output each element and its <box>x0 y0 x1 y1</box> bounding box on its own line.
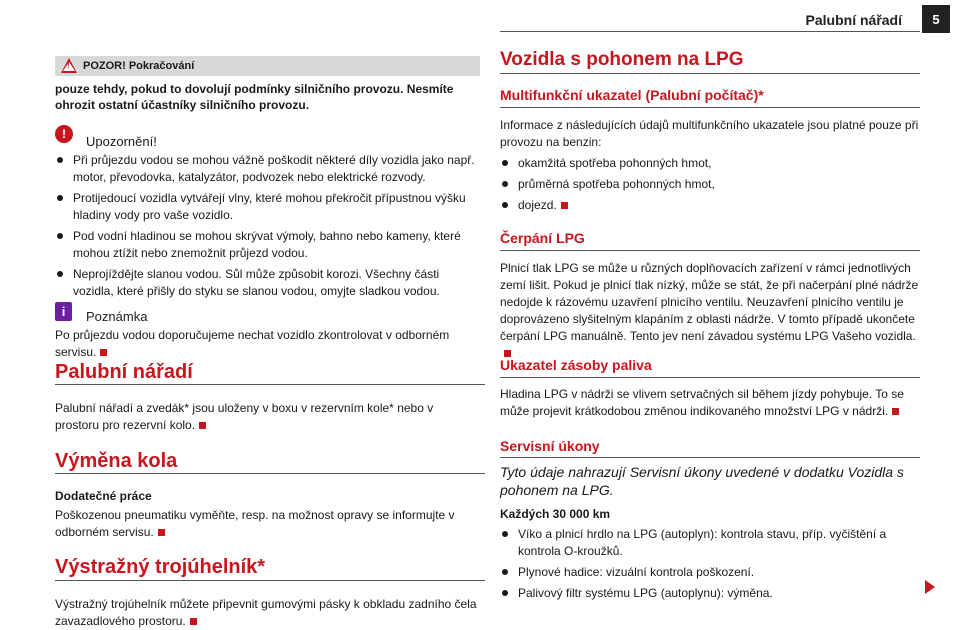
end-mark <box>190 618 197 625</box>
page-number: 5 <box>922 5 950 33</box>
end-mark <box>100 349 107 356</box>
warning-title: POZOR! Pokračování <box>83 60 195 72</box>
multifunction-intro: Informace z následujících údajů multifunkčního ukazatele jsou platné pouze při provozu na benzin: <box>500 118 919 149</box>
caution-title: Upozornění! <box>86 134 157 149</box>
section-rule <box>55 384 485 385</box>
section-heading-lpg: Vozidla s pohonem na LPG <box>500 49 744 70</box>
multifunction-list <box>500 155 920 218</box>
section-text-triangle <box>55 596 480 630</box>
section-text-wheel <box>55 507 480 541</box>
next-page-arrow-icon <box>925 580 935 594</box>
subheading-service: Servisní úkony <box>500 438 600 454</box>
caution-list <box>55 152 480 304</box>
refuel-text-content: Plnicí tlak LPG se může u různých doplňovacích zařízení v rámci jednotlivých zemí lišit. Pokud je plnicí tlak nízký, může se stát, že při načerpání plné nádrže nedojde k rázovému uzavření plnicího ventilu. Neuzavření plnicího ventilu je doprovázeno slyšitelným klapáním z oblasti nádrže. V tomto případě ukončete čerpání LPG manuálně. Tento jev není závadou systému LPG Vašeho vozidla. <box>500 261 919 343</box>
warning-triangle-mark: ! <box>67 61 70 70</box>
warning-text: pouze tehdy, pokud to dovolují podmínky silničního provozu. Nesmíte ohrozit ostatní účastníky silničního provozu. <box>55 82 454 112</box>
list-item: okamžitá spotřeba pohonných hmot, <box>500 155 920 172</box>
section-rule <box>500 377 920 378</box>
list-item: Neprojíždějte slanou vodou. Sůl může způsobit korozi. Všechny části vozidla, které přišly do styku se slanou vodou, omyjte sladkou vodou. <box>55 266 480 300</box>
note-title: Poznámka <box>86 309 148 324</box>
service-italic-note: Tyto údaje nahrazují Servisní úkony uvedené v dodatku Vozidla s pohonem na LPG. <box>500 464 904 498</box>
list-item: Pod vodní hladinou se mohou skrývat výmoly, bahno nebo kameny, které mohou ztížit nebo znemožnit průjezd vodou. <box>55 228 480 262</box>
end-mark <box>158 529 165 536</box>
subheading-multifunction: Multifunkční ukazatel (Palubní počítač)* <box>500 87 764 103</box>
refuel-text <box>500 260 920 362</box>
list-item: Při průjezdu vodou se mohou vážně poškodit některé díly vozidla jako např. motor, převodovka, katalyzátor, podvozek nebo elektrické rozvody. <box>55 152 480 186</box>
caution-icon: ! <box>55 125 73 143</box>
running-header-title: Palubní nářadí <box>805 12 902 28</box>
note-text <box>55 327 485 361</box>
section-rule <box>500 250 920 251</box>
end-mark <box>561 202 568 209</box>
fuel-gauge-text-content: Hladina LPG v nádrži se vlivem setrvačných sil během jízdy pohybuje. To se může projevit krátkodobou změnou indikovaného množství LPG v nádrži. <box>500 387 904 418</box>
list-item: průměrná spotřeba pohonných hmot, <box>500 176 920 193</box>
list-item-text: dojezd. <box>518 198 557 212</box>
section-text-tools <box>55 400 480 434</box>
section-rule <box>55 580 485 581</box>
subheading-fuel-gauge: Ukazatel zásoby paliva <box>500 357 652 373</box>
section-heading-wheel: Výměna kola <box>55 450 178 472</box>
section-rule <box>500 457 920 458</box>
note-text-content: Po průjezdu vodou doporučujeme nechat vozidlo zkontrolovat v odborném servisu. <box>55 328 450 359</box>
section-rule <box>500 73 920 74</box>
list-item: Víko a plnicí hrdlo na LPG (autoplyn): kontrola stavu, příp. vyčištění a kontrola O-kroužků. <box>500 526 920 560</box>
list-item: Plynové hadice: vizuální kontrola poškození. <box>500 564 920 581</box>
header-rule <box>500 31 920 32</box>
list-item: Palivový filtr systému LPG (autoplynu): výměna. <box>500 585 920 602</box>
section-heading-tools: Palubní nářadí <box>55 361 193 383</box>
section-text-tools-content: Palubní nářadí a zvedák* jsou uloženy v boxu v rezervním kole* nebo v prostoru pro rezervní kolo. <box>55 401 434 432</box>
section-rule <box>500 107 920 108</box>
section-rule <box>55 473 485 474</box>
subheading-additional: Dodatečné práce <box>55 489 152 503</box>
list-item <box>500 197 920 214</box>
section-heading-triangle: Výstražný trojúhelník* <box>55 556 266 578</box>
section-text-wheel-content: Poškozenou pneumatiku vyměňte, resp. na možnost opravy se informujte v odborném servisu. <box>55 508 455 539</box>
warning-bar <box>55 56 480 76</box>
end-mark <box>892 408 899 415</box>
service-interval: Každých 30 000 km <box>500 507 611 521</box>
end-mark <box>199 422 206 429</box>
list-item: Protijedoucí vozidla vytvářejí vlny, které mohou překročit přípustnou výšku hladiny vody pro vaše vozidlo. <box>55 190 480 224</box>
service-list <box>500 526 920 606</box>
section-text-triangle-content: Výstražný trojúhelník můžete připevnit gumovými pásky k obkladu zadního čela zavazadlového prostoru. <box>55 597 477 628</box>
info-icon: i <box>55 302 72 321</box>
subheading-refuel: Čerpání LPG <box>500 230 585 246</box>
fuel-gauge-text <box>500 386 920 420</box>
